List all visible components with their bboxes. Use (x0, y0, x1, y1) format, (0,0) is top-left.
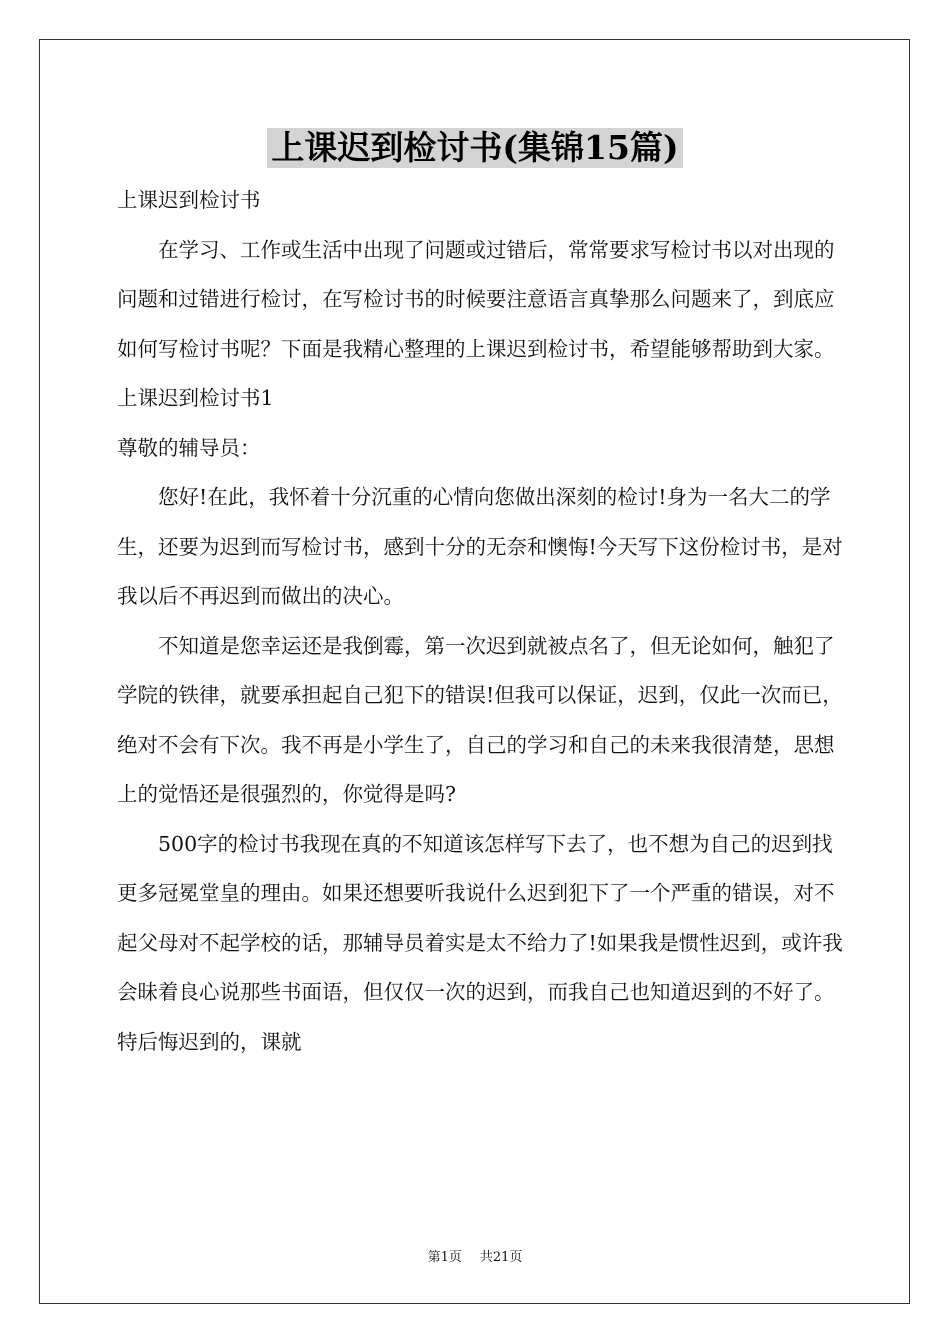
title-container (0, 128, 950, 168)
document-title: 上课迟到检讨书(集锦15篇) (267, 128, 682, 168)
body-paragraph: 您好!在此，我怀着十分沉重的心情向您做出深刻的检讨!身为一名大二的学生，还要为迟到而写检讨书，感到十分的无奈和懊悔!今天写下这份检讨书，是对我以后不再迟到而做出的决心。 (117, 485, 843, 608)
section-heading: 上课迟到检讨书1 (117, 386, 274, 410)
document-body (117, 176, 852, 1067)
body-paragraph: 不知道是您幸运还是我倒霉，第一次迟到就被点名了，但无论如何，触犯了学院的铁律，就要承担起自己犯下的错误!但我可以保证，迟到，仅此一次而已，绝对不会有下次。我不再是小学生了，自己的学习和自己的未来我很清楚，思想上的觉悟还是很强烈的，你觉得是吗? (117, 633, 843, 806)
page-footer (0, 1246, 950, 1265)
page-number: 第1页 (427, 1250, 462, 1265)
salutation: 尊敬的辅导员： (117, 435, 261, 460)
section-heading: 上课迟到检讨书 (117, 188, 261, 212)
intro-paragraph: 在学习、工作或生活中出现了问题或过错后，常常要求写检讨书以对出现的问题和过错进行检讨，在写检讨书的时候要注意语言真挚那么问题来了，到底应如何写检讨书呢？下面是我精心整理的上课迟到检讨书，希望能够帮助到大家。 (117, 237, 835, 361)
body-paragraph: 500字的检讨书我现在真的不知道该怎样写下去了，也不想为自己的迟到找更多冠冕堂皇的理由。如果还想要听我说什么迟到犯下了一个严重的错误，对不起父母对不起学校的话，那辅导员着实是太不给力了!如果我是惯性迟到，或许我会昧着良心说那些书面语，但仅仅一次的迟到，而我自己也知道迟到的不好了。特后悔迟到的，课就 (117, 831, 843, 1054)
page-total: 共21页 (479, 1250, 523, 1265)
